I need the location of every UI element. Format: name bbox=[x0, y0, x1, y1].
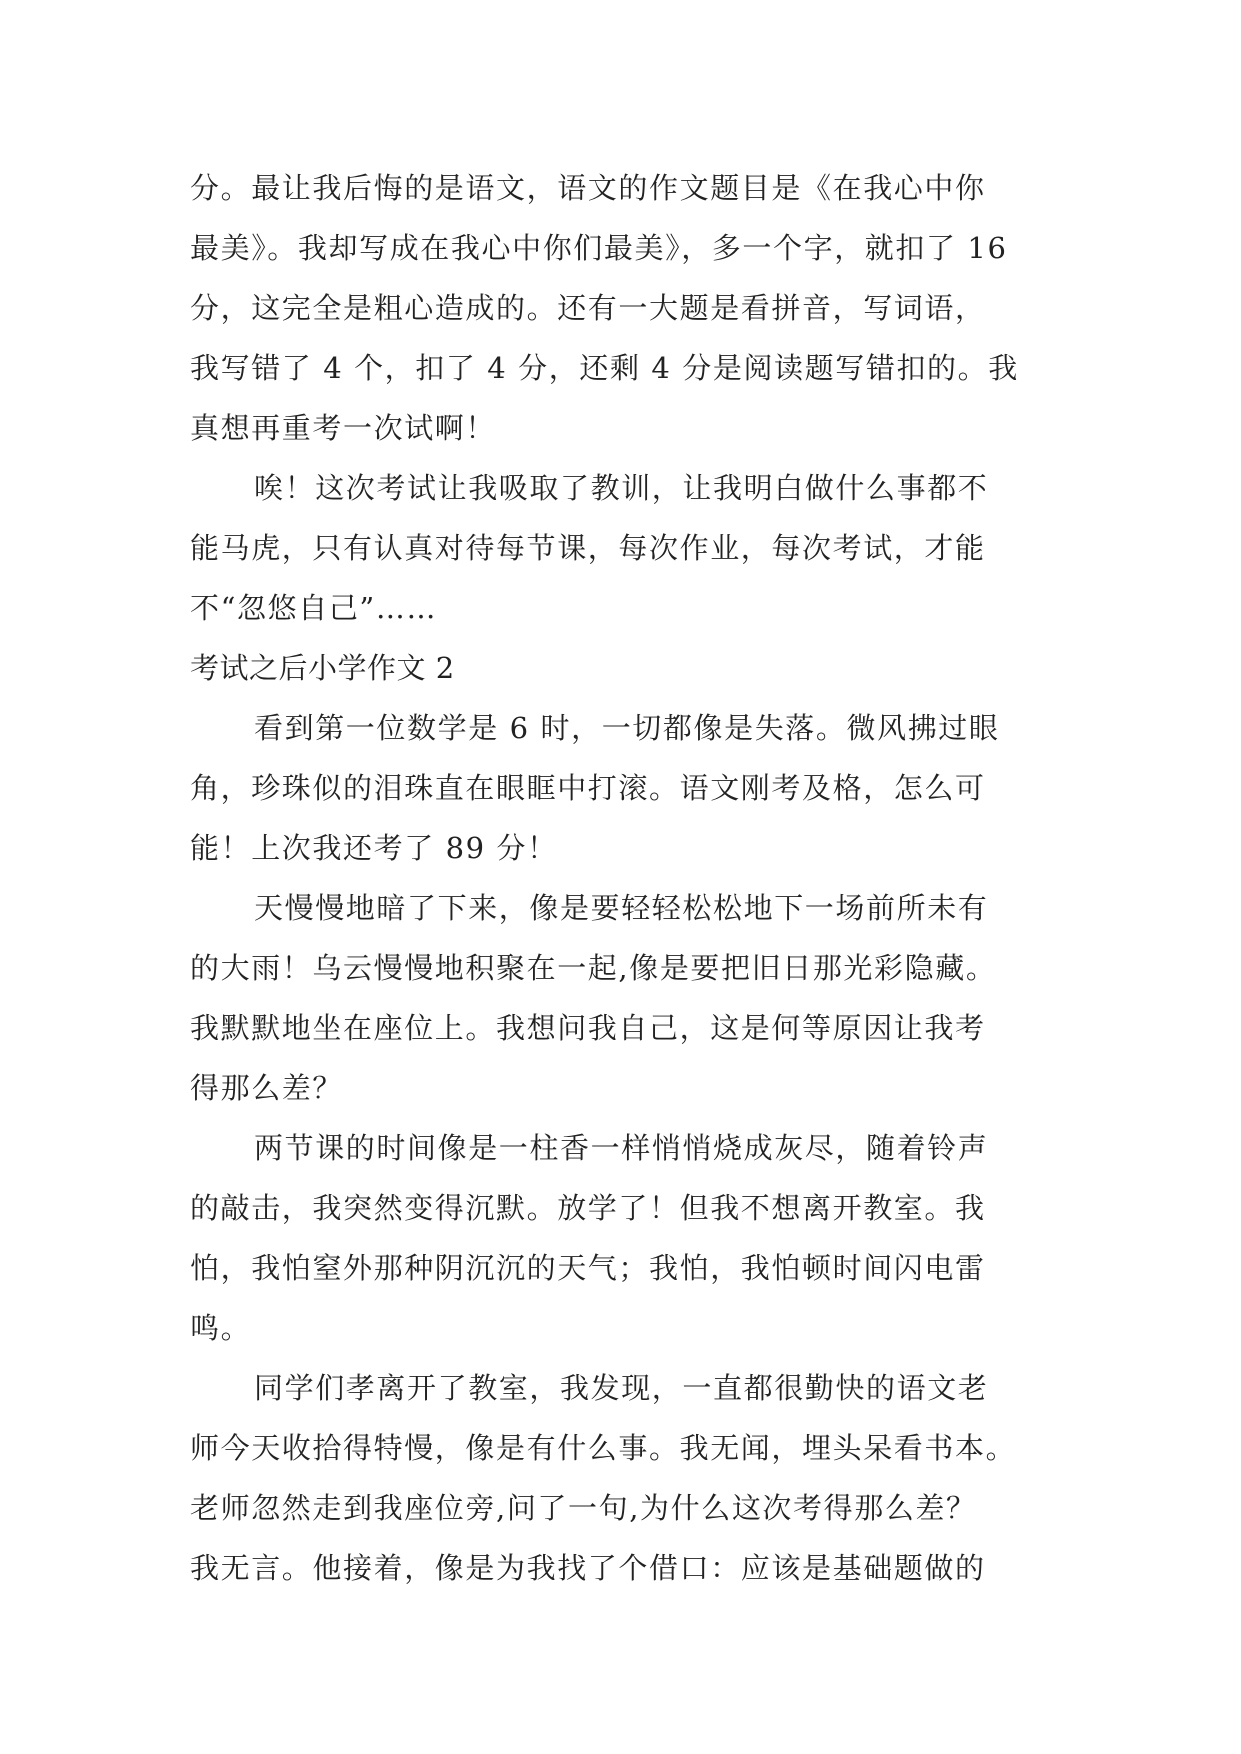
text-line: 怕，我怕窒外那种阴沉沉的天气；我怕，我怕顿时间闪电雷 bbox=[190, 1251, 986, 1285]
text-line: 不“忽悠自己”…… bbox=[190, 591, 438, 625]
text-line: 分，这完全是粗心造成的。还有一大题是看拼音，写词语， bbox=[190, 291, 986, 325]
text-line: 真想再重考一次试啊！ bbox=[190, 411, 497, 445]
text-line: 角，珍珠似的泪珠直在眼眶中打滚。语文刚考及格，怎么可 bbox=[190, 771, 986, 805]
text-line: 最美》。我却写成在我心中你们最美》，多一个字，就扣了 16 bbox=[190, 231, 1008, 265]
section-heading: 考试之后小学作文 2 bbox=[190, 651, 455, 685]
text-line: 能马虎，只有认真对待每节课，每次作业，每次考试，才能 bbox=[190, 531, 986, 565]
text-line: 得那么差？ bbox=[190, 1071, 344, 1105]
text-line: 师今天收拾得特慢，像是有什么事。我无闻，埋头呆看书本。 bbox=[190, 1431, 1017, 1465]
text-line: 我写错了 4 个，扣了 4 分，还剩 4 分是阅读题写错扣的。我 bbox=[190, 351, 1019, 385]
essay-body bbox=[190, 158, 1070, 1598]
text-line: 我无言。他接着，像是为我找了个借口：应该是基础题做的 bbox=[190, 1551, 986, 1585]
text-line: 能！上次我还考了 89 分！ bbox=[190, 831, 558, 865]
paragraph-first-line: 天慢慢地暗了下来，像是要轻轻松松地下一场前所未有 bbox=[254, 891, 989, 925]
text-line: 我默默地坐在座位上。我想问我自己，这是何等原因让我考 bbox=[190, 1011, 986, 1045]
paragraph-first-line: 同学们孝离开了教室，我发现，一直都很勤快的语文老 bbox=[254, 1371, 989, 1405]
text-line: 的敲击，我突然变得沉默。放学了！但我不想离开教室。我 bbox=[190, 1191, 986, 1225]
text-line: 鸣。 bbox=[190, 1311, 252, 1345]
text-line: 老师忽然走到我座位旁,问了一句,为什么这次考得那么差？ bbox=[190, 1491, 977, 1525]
paragraph-first-line: 两节课的时间像是一柱香一样悄悄烧成灰尽，随着铃声 bbox=[254, 1131, 989, 1165]
text-line: 的大雨！乌云慢慢地积聚在一起,像是要把旧日那光彩隐藏。 bbox=[190, 951, 997, 985]
paragraph-first-line: 看到第一位数学是 6 时，一切都像是失落。微风拂过眼 bbox=[254, 711, 1000, 745]
paragraph-first-line: 唉！这次考试让我吸取了教训，让我明白做什么事都不 bbox=[254, 471, 989, 505]
text-line: 分。最让我后悔的是语文，语文的作文题目是《在我心中你 bbox=[190, 171, 986, 205]
